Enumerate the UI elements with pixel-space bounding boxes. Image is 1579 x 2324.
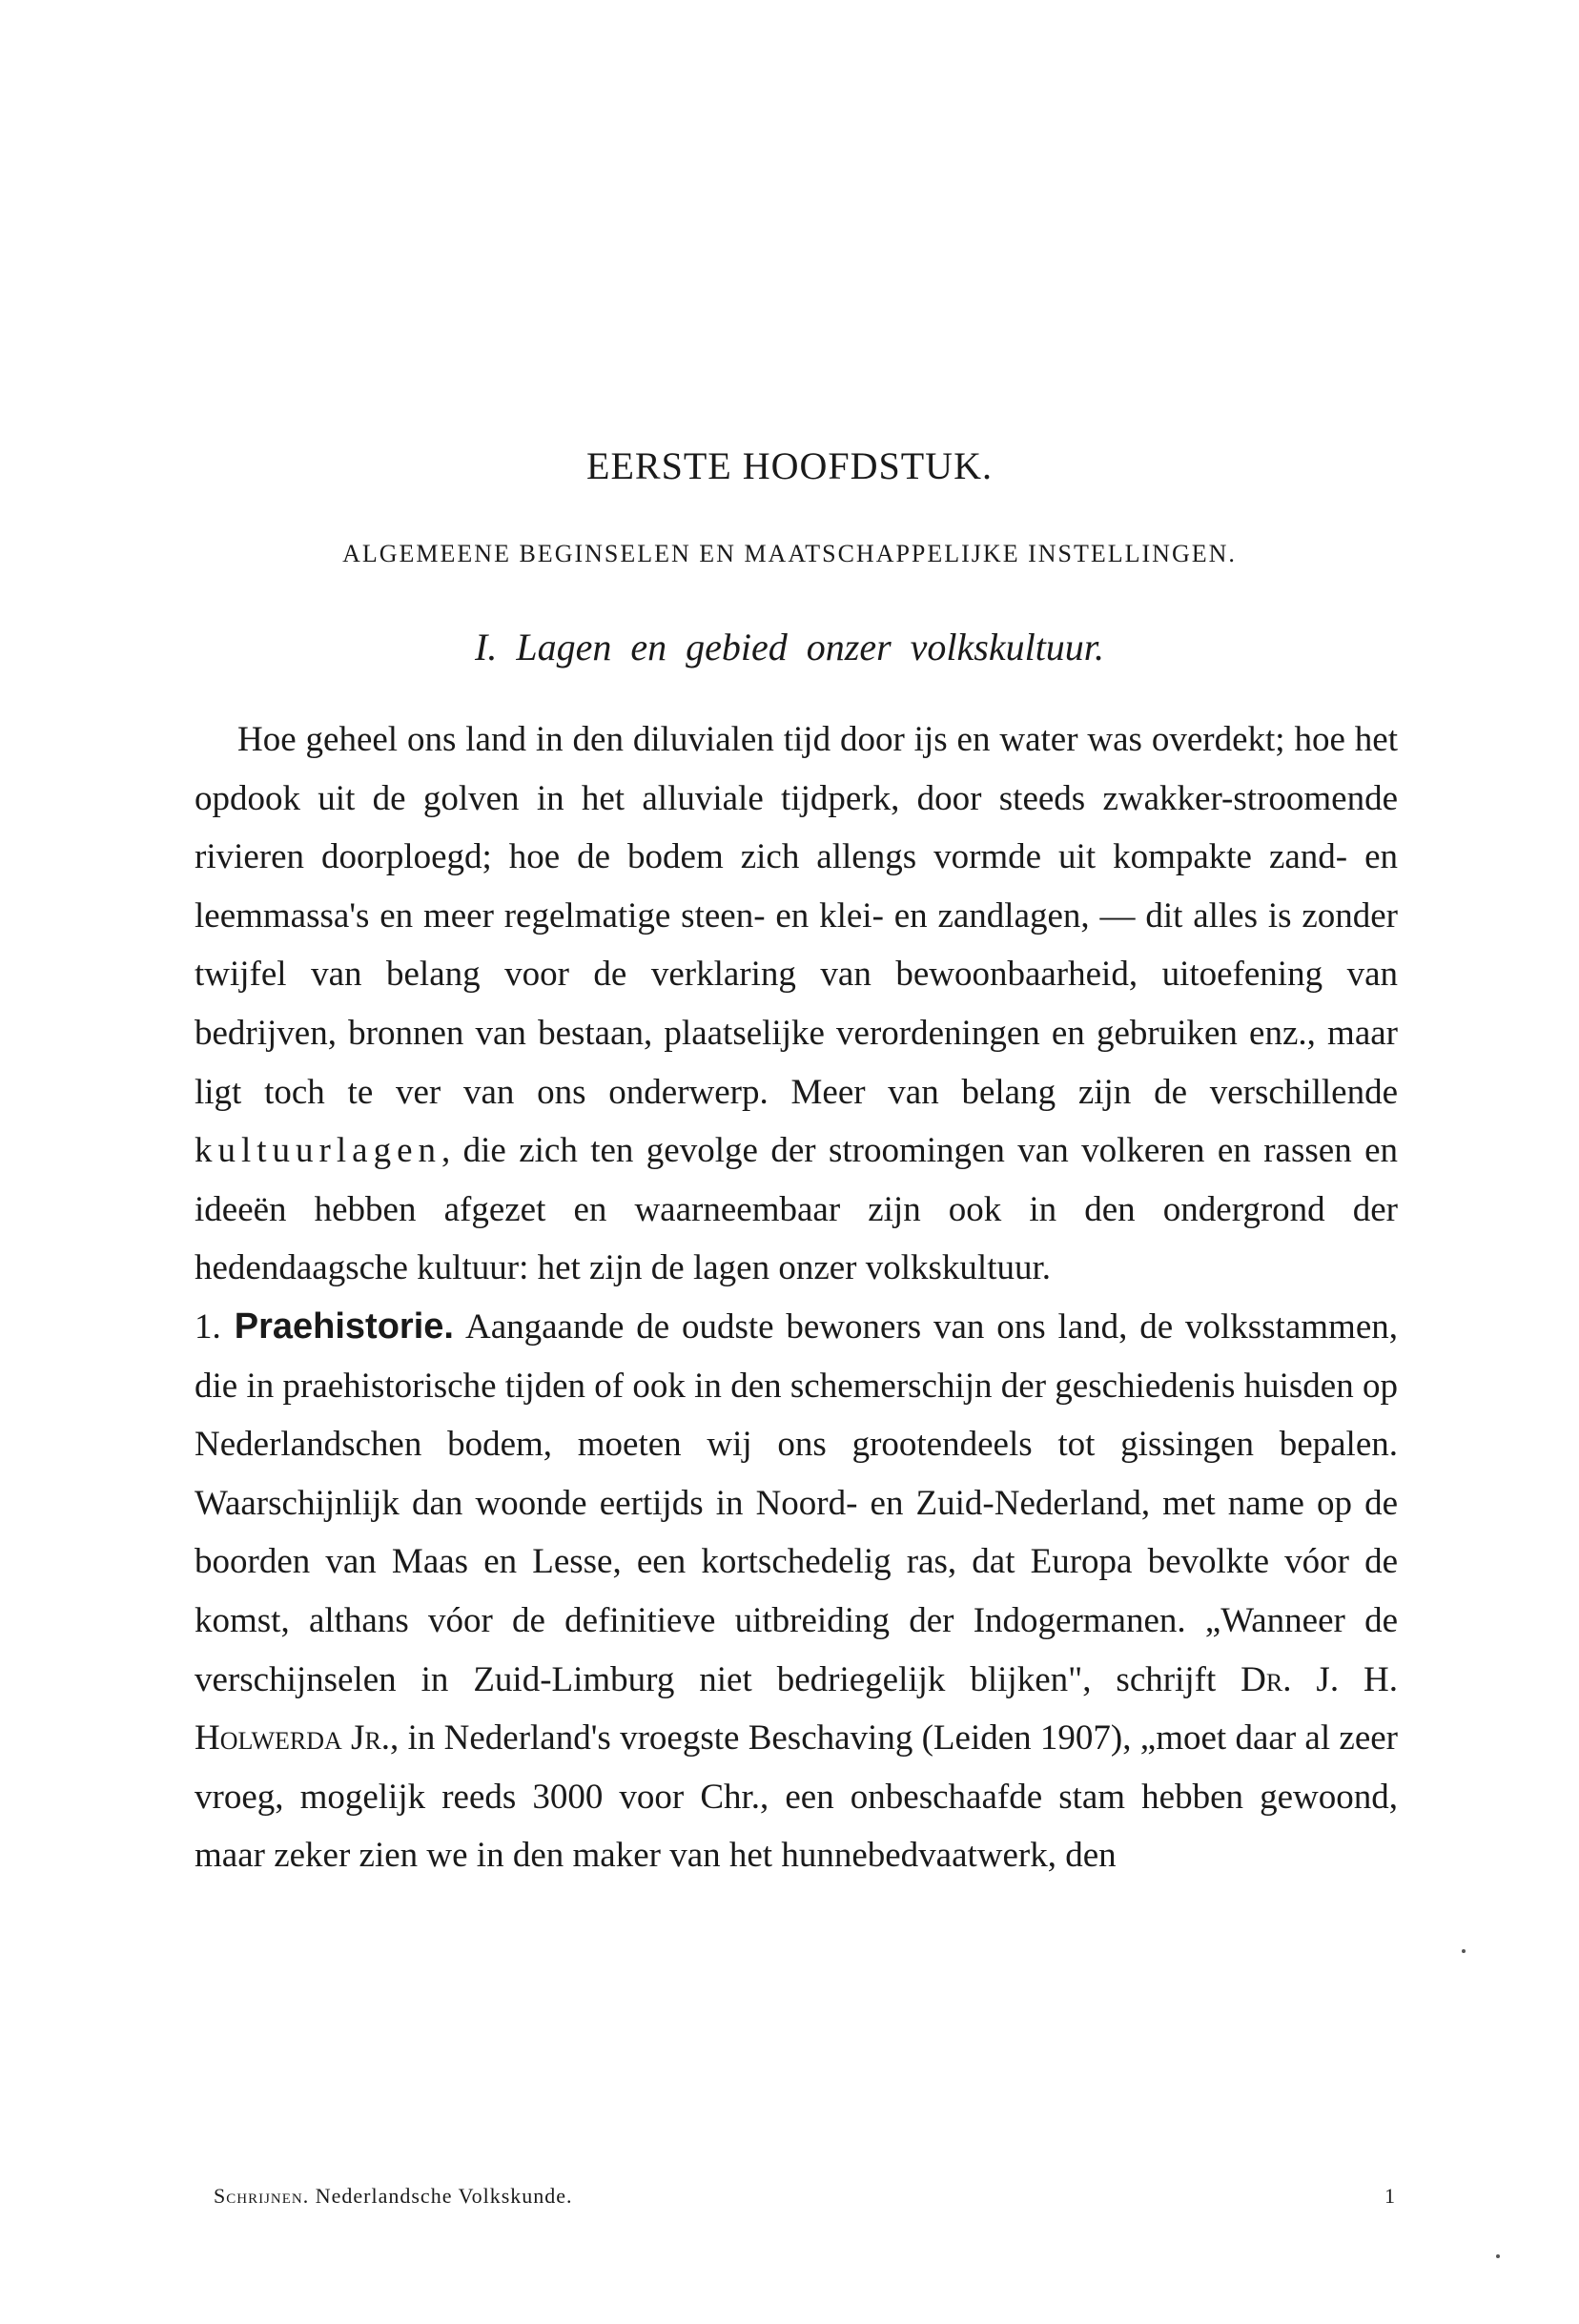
section-title-text: Lagen en gebied onzer volkskultuur. (516, 626, 1104, 668)
footer-author: Schrijnen. (214, 2184, 310, 2208)
section-1-paragraph (195, 1298, 1398, 1885)
margin-speck (1496, 2254, 1500, 2258)
body-text (195, 710, 1398, 1885)
section-1-text-2: , in Nederland's vroegste Beschaving (Leiden 1907), „moet daar al zeer vroeg, mogelijk reeds 3000 voor Chr., een onbeschaafde stam hebben gewoond, maar zeker zien we in den maker van het hunnebedvaatwerk, den (195, 1718, 1398, 1876)
intro-spaced-term: kultuurlagen (195, 1131, 442, 1171)
chapter-subtitle: ALGEMEENE BEGINSELEN EN MAATSCHAPPELIJKE INSTELLINGEN. (342, 540, 1237, 567)
section-title (0, 625, 1579, 669)
footer-page-number: 1 (1384, 2184, 1396, 2208)
section-1-heading: Praehistorie. (234, 1306, 454, 1347)
margin-speck (1462, 1949, 1466, 1953)
section-1-text-1: Aangaande de oudste bewoners van ons land, de volksstammen, die in praehistorische tijden of ook in den schemerschijn der geschiedenis huisden op Nederlandschen bodem, moeten wij ons grootendeels tot gissingen bepalen. Waarschijnlijk dan woonde eertijds in Noord- en Zuid-Nederland, met name op de boorden van Maas en Lesse, een kortschedelig ras, dat Europa bevolkte vóor de komst, althans vóor de definitieve uitbreiding der Indogermanen. „Wanneer de verschijnselen in Zuid-Limburg niet bedriegelijk blijken", schrijft (195, 1306, 1398, 1699)
intro-paragraph (195, 710, 1398, 1298)
page-footer (214, 2184, 1396, 2209)
section-1-author: Dr. J. H. Holwerda Jr. (195, 1659, 1398, 1758)
section-number: I. (475, 626, 498, 668)
section-1-number: 1. (195, 1306, 221, 1347)
chapter-title: EERSTE HOOFDSTUK. (586, 444, 993, 487)
intro-text-1: Hoe geheel ons land in den diluvialen tijd door ijs en water was overdekt; hoe het opdook uit de golven in het alluviale tijdperk, door steeds zwakker-stroomende rivieren doorploegd; hoe de bodem zich allengs vormde uit kompakte zand- en leemmassa's en meer regelmatige steen- en klei- en zandlagen, — dit alles is zonder twijfel van belang voor de verklaring van bewoonbaarheid, uitoefening van bedrijven, bronnen van bestaan, plaatselijke verordeningen en gebruiken enz., maar ligt toch te ver van ons onderwerp. Meer van belang zijn de verschillende (195, 720, 1398, 1112)
footer-book-title: Nederlandsche Volkskunde. (315, 2184, 573, 2208)
intro-text-2: , die zich ten gevolge der stroomingen van volkeren en rassen en ideeën hebben afgezet en waarneembaar zijn ook in den ondergrond der hedendaagsche kultuur: het zijn de lagen onzer volkskultuur. (195, 1131, 1398, 1288)
